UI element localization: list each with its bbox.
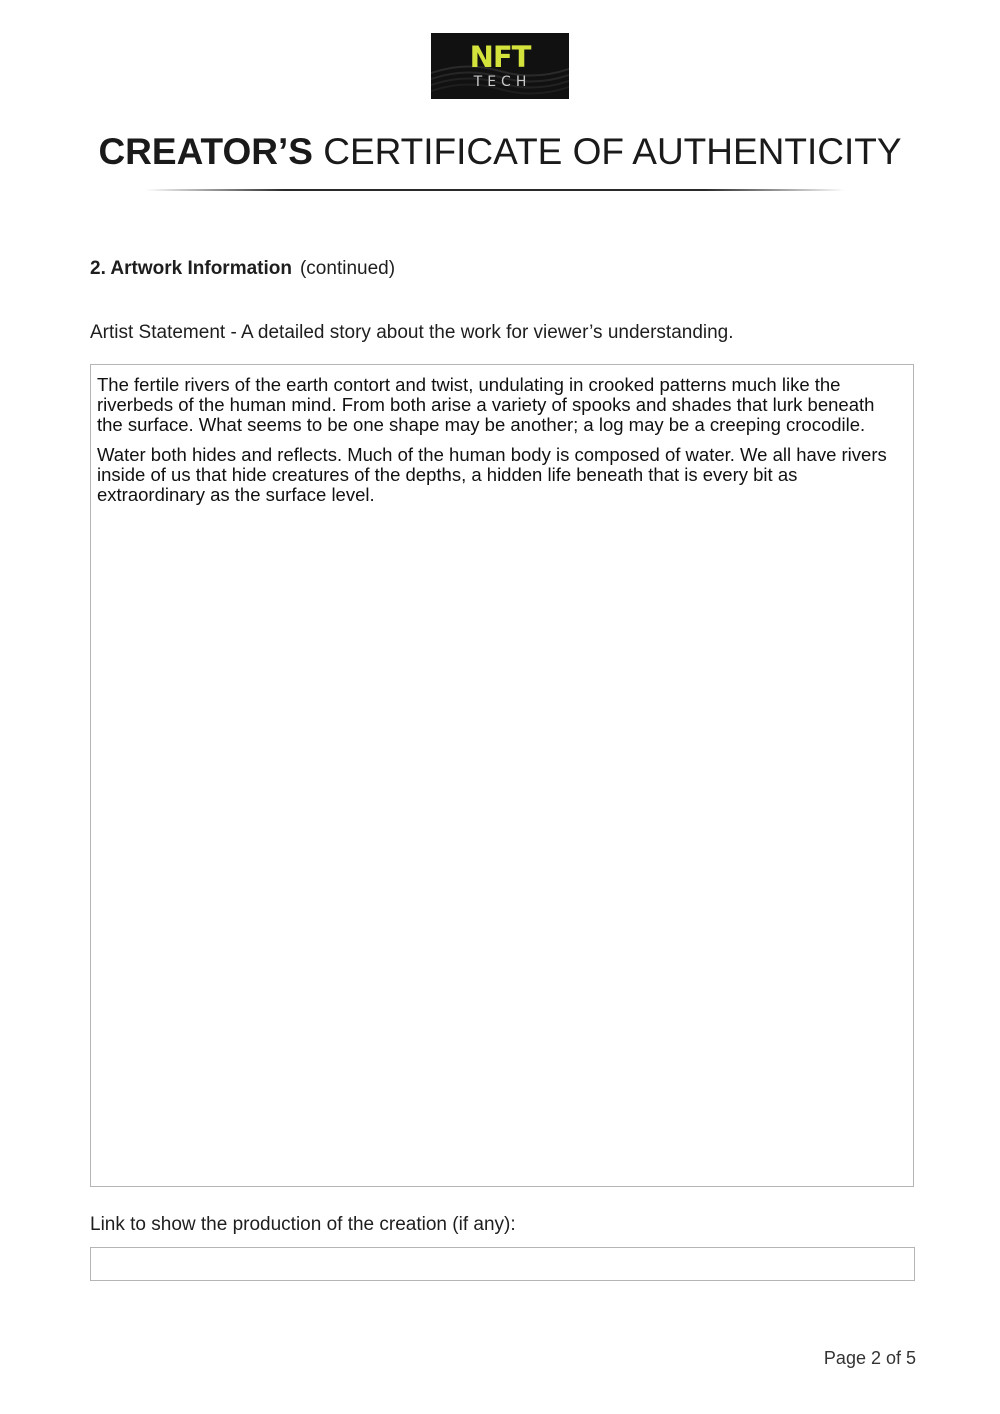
title-light: CERTIFICATE OF AUTHENTICITY <box>323 131 902 172</box>
artist-statement-label: Artist Statement - A detailed story about the work for viewer’s understanding. <box>90 322 734 343</box>
nft-tech-logo <box>431 33 569 99</box>
section-heading <box>90 256 395 282</box>
section-heading-suffix: (continued) <box>299 258 396 279</box>
title-bold: CREATOR’S <box>98 131 313 172</box>
logo-nft-text: NFT <box>469 40 531 74</box>
page-number: Page 2 of 5 <box>823 1348 916 1368</box>
statement-paragraph: Water both hides and reflects. Much of the human body is composed of water. We all have rivers inside of us that hide creatures of the depths, a hidden life beneath that is every bit as extraordinary as the surface level. <box>97 444 887 505</box>
logo-tech-text: TECH <box>473 74 532 90</box>
section-heading-text: 2. Artwork Information <box>90 258 292 279</box>
title-divider <box>145 189 845 191</box>
page-title <box>0 128 1000 176</box>
artist-statement-field[interactable] <box>90 364 914 1187</box>
production-link-field[interactable] <box>90 1247 915 1281</box>
production-link-label: Link to show the production of the creation (if any): <box>90 1214 516 1235</box>
statement-paragraph: The fertile rivers of the earth contort and twist, undulating in crooked patterns much like the riverbeds of the human mind. From both arise a variety of spooks and shades that lurk beneath the surface. What seems to be one shape may be another; a log may be a creeping crocodile. <box>97 374 875 435</box>
